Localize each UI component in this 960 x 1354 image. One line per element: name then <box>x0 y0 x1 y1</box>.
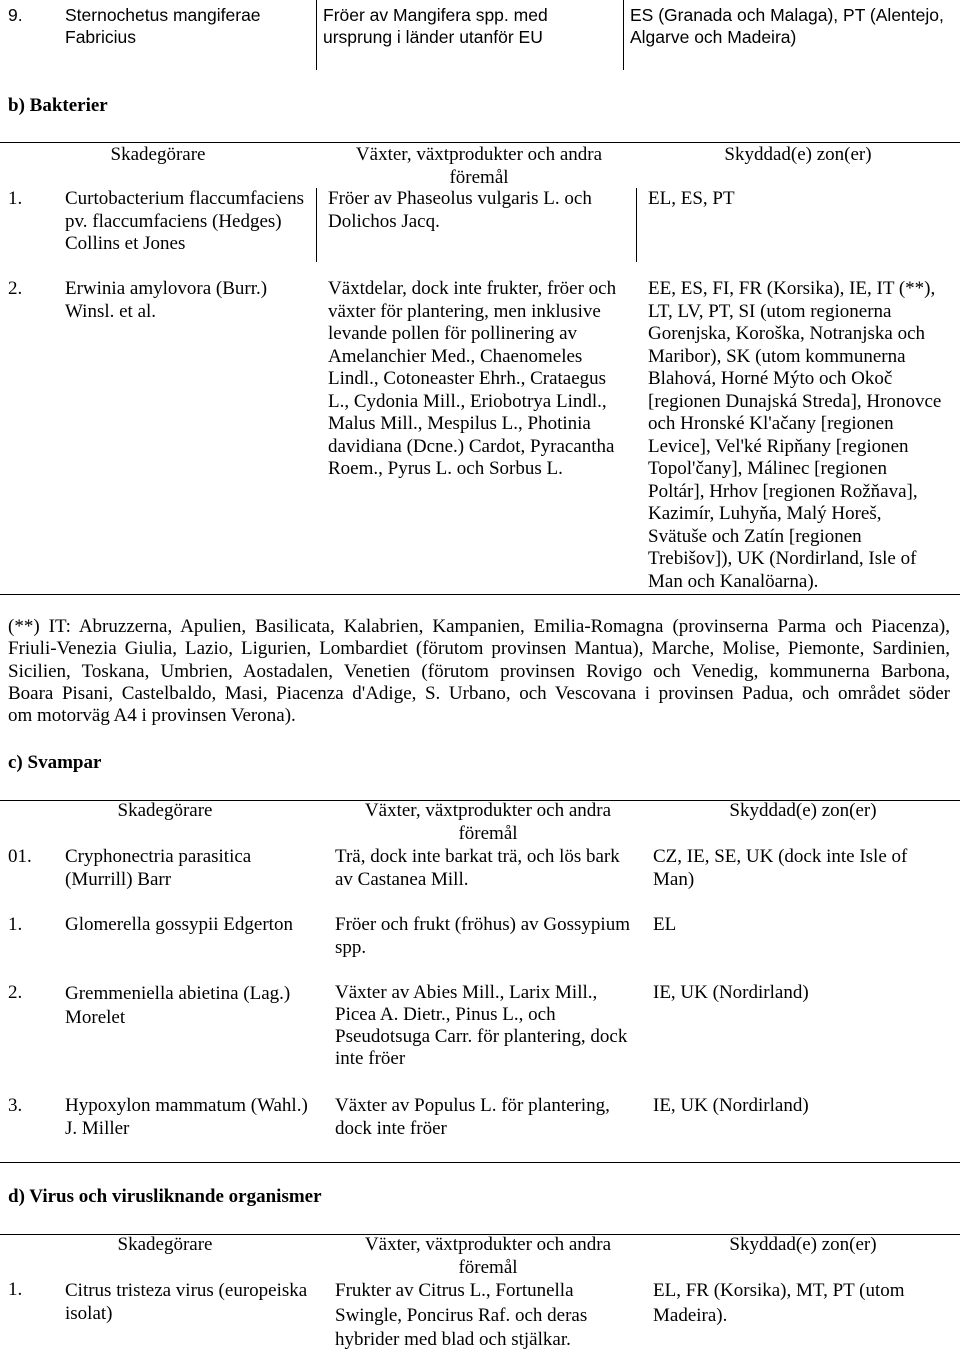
section-heading: c) Svampar <box>8 752 102 773</box>
pest-name: Citrus tristeza virus (europeiska isolat) <box>65 1280 308 1324</box>
column-header-zones: Skyddad(e) zon(er) <box>724 144 872 165</box>
column-header-host: Växter, växtprodukter och andra föremål <box>364 1234 612 1278</box>
pest-name: Curtobacterium flaccumfaciens pv. flaccumfaciens (Hedges) Collins et Jones <box>65 188 304 254</box>
footnote-line: Boara Pisani, Castelbaldo, Masi, Piacenza d'Adige, S. Urbano, och Vescovana i provinsen Padua, och området söder <box>8 682 950 704</box>
host-plants: Växter av Abies Mill., Larix Mill., Picea A. Dietr., Pinus L., och Pseudotsuga Carr. för plantering, dock inte fröer <box>335 982 628 1069</box>
pest-name: Sternochetus mangiferae Fabricius <box>65 5 261 47</box>
protected-zones: CZ, IE, SE, UK (dock inte Isle of Man) <box>653 846 908 890</box>
column-divider <box>316 0 317 70</box>
protected-zones: EE, ES, FI, FR (Korsika), IE, IT (**), LT, LV, PT, SI (utom regionerna Gorenjska, Koroška, Notranjska och Maribor), SK (utom kommunerna Blahová, Horné Mýto och Okoč [regionen Dunajská Streda], Hronovce och Hronské Kl'ačany [regionen Levice], Vel'ké Ripňany [regionen Topol'čany], Málinec [regionen Poltár], Hrhov [regionen Rožňava], Kazimír, Luhyňa, Malý Horeš, Svätuše och Zatín [regionen Trebišov]), UK (Nordirland, Isle of Man och Kanalöarna). <box>648 278 942 592</box>
host-plants: Fröer och frukt (fröhus) av Gossypium spp. <box>335 914 630 958</box>
column-header-host: Växter, växtprodukter och andra föremål <box>364 800 612 844</box>
footnote <box>8 616 950 727</box>
section-heading: d) Virus och virusliknande organismer <box>8 1186 322 1207</box>
footnote-line: Friuli-Venezia Giulia, Lazio, Ligurien, Lombardiet (förutom provinsen Mantua), Marche, Molise, Piemonte, Sardinien, <box>8 638 950 660</box>
footnote-line: om motorväg A4 i provinsen Verona). <box>8 705 296 726</box>
pest-name: Hypoxylon mammatum (Wahl.) J. Miller <box>65 1095 308 1139</box>
pest-name: Gremmeniella abietina (Lag.) Morelet <box>65 983 291 1028</box>
table-rule <box>0 1162 960 1163</box>
column-header-pest: Skadegörare <box>117 1234 213 1255</box>
host-plants: Trä, dock inte barkat trä, och lös bark av Castanea Mill. <box>335 846 620 890</box>
host-plants: Växtdelar, dock inte frukter, fröer och växter för plantering, men inklusive levande pollen för pollinering av Amelanchier Med., Chaenomeles Lindl., Cotoneaster Ehrh., Crataegus L., Cydonia Mill., Eriobotrya Lindl., Malus Mill., Mespilus L., Photinia davidiana (Dcne.) Cardot, Pyracantha Roem., Pyrus L. och Sorbus L. <box>328 278 617 479</box>
pest-name: Glomerella gossypii Edgerton <box>65 914 293 935</box>
section-heading: b) Bakterier <box>8 95 108 116</box>
row-number: 2. <box>8 982 23 1003</box>
row-number: 3. <box>8 1095 23 1116</box>
column-divider <box>623 0 624 70</box>
pest-name: Erwinia amylovora (Burr.) Winsl. et al. <box>65 278 268 322</box>
protected-zones: IE, UK (Nordirland) <box>653 1095 809 1116</box>
row-number: 1. <box>8 1279 23 1300</box>
row-number: 9. <box>8 5 23 25</box>
host-plants: Växter av Populus L. för plantering, dock inte fröer <box>335 1095 610 1139</box>
host-plants: Fröer av Mangifera spp. med ursprung i länder utanför EU <box>323 5 548 47</box>
column-header-zones: Skyddad(e) zon(er) <box>729 800 877 821</box>
protected-zones: EL <box>653 914 677 935</box>
host-plants: Fröer av Phaseolus vulgaris L. och Dolichos Jacq. <box>328 188 592 232</box>
row-number: 1. <box>8 914 23 935</box>
protected-zones: IE, UK (Nordirland) <box>653 982 809 1003</box>
protected-zones: ES (Granada och Malaga), PT (Alentejo, Algarve och Madeira) <box>630 5 944 47</box>
column-divider <box>636 188 637 262</box>
protected-zones: EL, ES, PT <box>648 188 735 209</box>
table-rule <box>0 142 960 143</box>
column-header-pest: Skadegörare <box>117 800 213 821</box>
row-number: 01. <box>8 846 32 867</box>
footnote-line: Sicilien, Toskana, Umbrien, Aostadalen, Venetien (förutom provinsen Rovigo och Venedig, kommunerna Barbona, <box>8 660 950 682</box>
column-header-zones: Skyddad(e) zon(er) <box>729 1234 877 1255</box>
row-number: 1. <box>8 188 23 209</box>
column-header-host: Växter, växtprodukter och andra föremål <box>355 144 603 188</box>
pest-name: Cryphonectria parasitica (Murrill) Barr <box>65 846 252 890</box>
host-plants: Frukter av Citrus L., Fortunella Swingle, Poncirus Raf. och deras hybrider med blad och stjälkar. <box>335 1280 588 1350</box>
column-header-pest: Skadegörare <box>110 144 206 165</box>
footnote-line: (**) IT: Abruzzerna, Apulien, Basilicata, Kalabrien, Kampanien, Emilia-Romagna (provinserna Parma och Piacenza), <box>8 616 950 637</box>
column-divider <box>316 188 317 262</box>
protected-zones: EL, FR (Korsika), MT, PT (utom Madeira). <box>653 1280 905 1326</box>
table-rule <box>0 594 960 595</box>
row-number: 2. <box>8 278 23 299</box>
